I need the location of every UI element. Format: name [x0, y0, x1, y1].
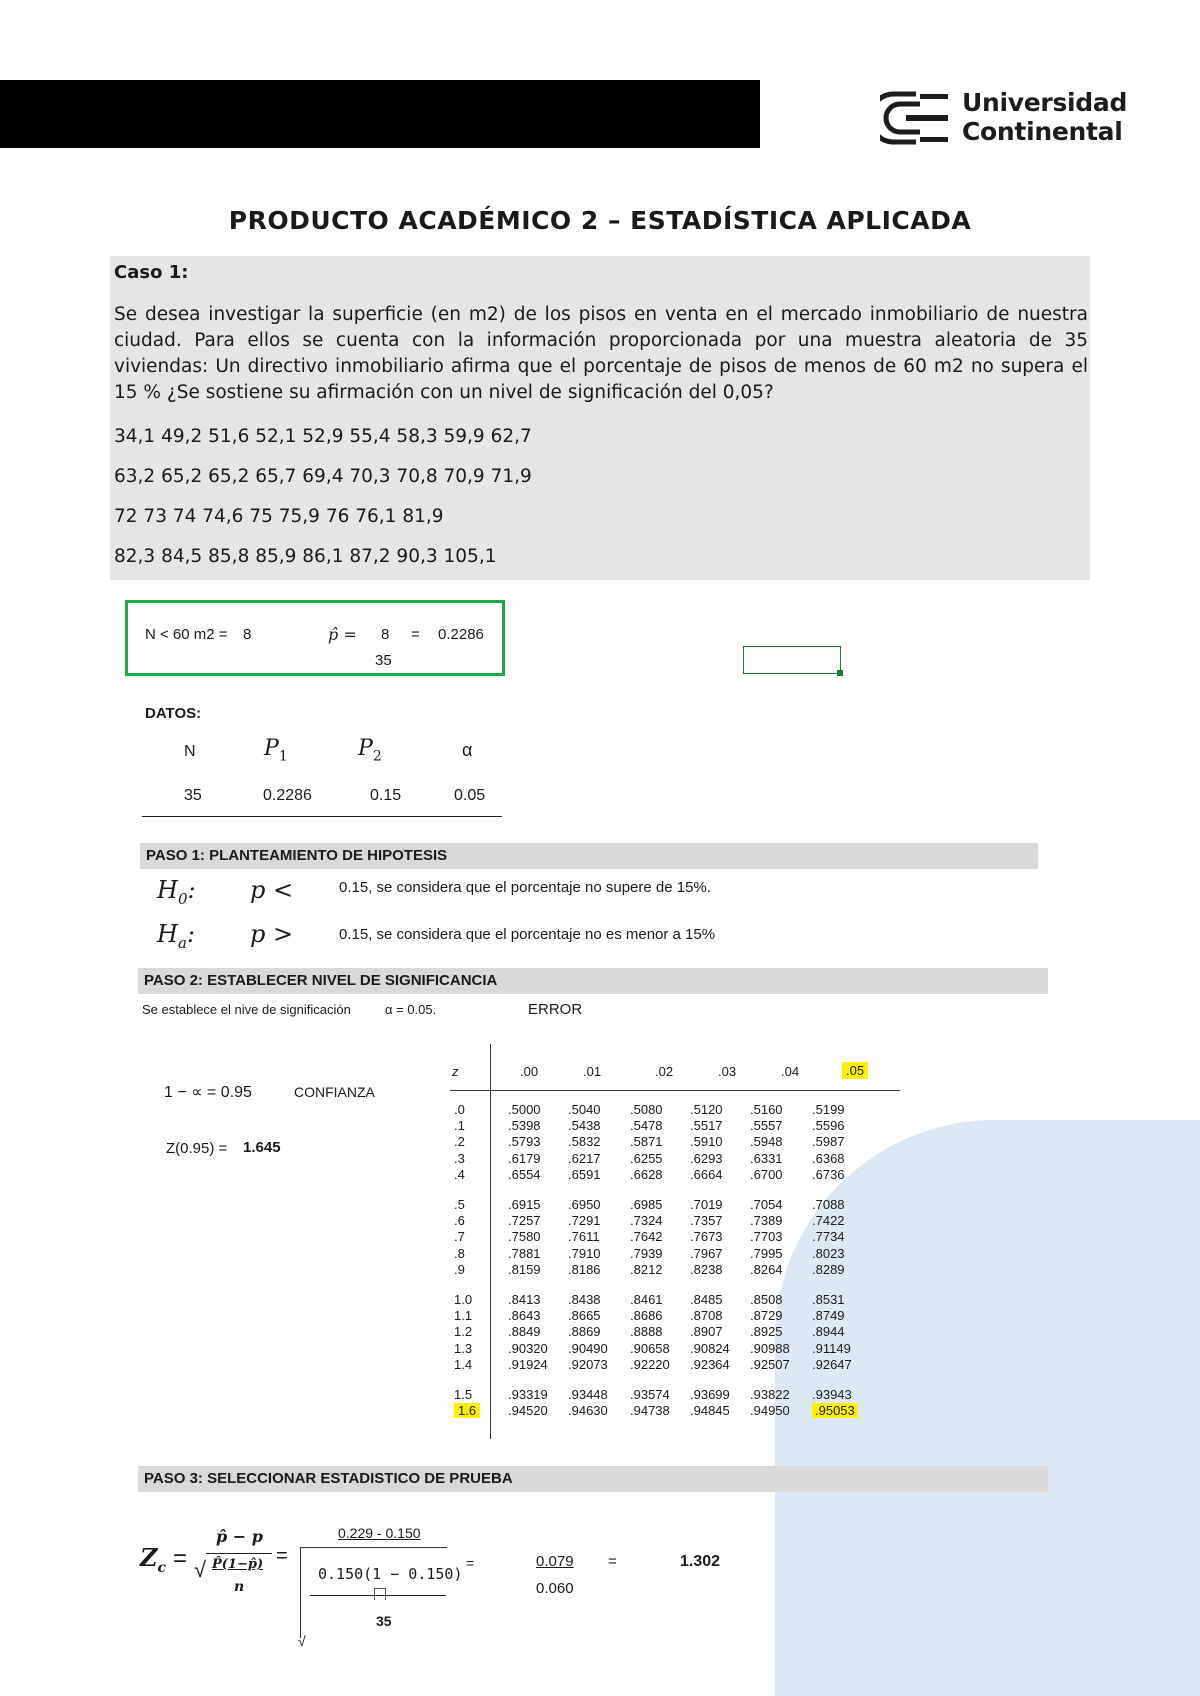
- datos-label: DATOS:: [145, 705, 202, 722]
- z-row-label: 1.2: [454, 1324, 473, 1340]
- test-statistic-formula: [138, 1515, 758, 1649]
- z-table-cell: .7088: [812, 1197, 845, 1212]
- z-table-cell: .7054: [750, 1197, 783, 1212]
- z-table-cell: .92073: [568, 1356, 608, 1372]
- denominator-values: 0.150(1 − 0.150): [318, 1565, 463, 1583]
- datos-value-p2: 0.15: [370, 787, 402, 804]
- z-row-label: 1.1: [454, 1308, 473, 1324]
- z-table-cell: .94845: [690, 1403, 730, 1419]
- z-table-cell: .5793: [508, 1134, 541, 1150]
- z-row-label: .5: [454, 1197, 465, 1212]
- z-table-cell: .92647: [812, 1356, 852, 1372]
- equals-4: =: [608, 1553, 617, 1570]
- data-line: 82,3 84,5 85,8 85,9 86,1 87,2 90,3 105,1: [114, 546, 497, 567]
- col-header: .02: [655, 1064, 674, 1079]
- z-table-cell: .93448: [568, 1387, 608, 1402]
- paso1-header: PASO 1: PLANTEAMIENTO DE HIPOTESIS: [140, 843, 1038, 869]
- selected-cell[interactable]: [743, 646, 841, 674]
- col-header: .03: [718, 1064, 737, 1079]
- z-table-cell: .8869: [568, 1324, 601, 1340]
- result-value: 1.302: [680, 1553, 721, 1570]
- sqrt-sign-icon: √: [298, 1633, 306, 1649]
- z-table-cell: .7939: [630, 1245, 663, 1261]
- z-table-cell: .90490: [568, 1340, 608, 1356]
- z-table-cell: .5832: [568, 1134, 601, 1150]
- datos-value-p1: 0.2286: [263, 787, 312, 804]
- ha-symbol: $H_a$:: [157, 920, 195, 952]
- z-table-cell: .7881: [508, 1245, 541, 1261]
- z-table-cell: .7291: [568, 1213, 601, 1229]
- z-table-cell: .5040: [568, 1102, 601, 1117]
- fraction-numerator: 0.079: [536, 1553, 574, 1570]
- confidence-equation: 1 − ∝ = 0.95: [164, 1084, 252, 1101]
- formula-numerator: p̂ − p: [216, 1527, 263, 1546]
- z-table-cell: .5557: [750, 1118, 783, 1134]
- z-row-label: .2: [454, 1134, 465, 1150]
- z-table-cell: .94950: [750, 1403, 790, 1419]
- z-table-cell: .91149: [812, 1340, 851, 1356]
- z-table-cell: .5517: [690, 1118, 723, 1134]
- z-table-cell: .93943: [812, 1387, 852, 1402]
- z-row-label: 1.3: [454, 1340, 473, 1356]
- z-row-label: .3: [454, 1150, 465, 1166]
- significance-line: Se establece el nive de significación: [142, 1002, 351, 1017]
- sqrt-sign-icon: √: [194, 1557, 207, 1582]
- z-table-cell: .8925: [750, 1324, 783, 1340]
- z-table-cell: .8849: [508, 1324, 541, 1340]
- z-table-cell: .8023: [812, 1245, 845, 1261]
- z-table: [450, 1040, 910, 1440]
- equals-1: =: [173, 1545, 188, 1572]
- formula-den-n: n: [234, 1579, 245, 1595]
- z-table-cell: .5910: [690, 1134, 723, 1150]
- count-value: 8: [243, 626, 252, 643]
- z-table-cell: .8708: [690, 1308, 723, 1324]
- z-table-cell: .6628: [630, 1166, 663, 1182]
- equals-3: =: [466, 1555, 475, 1571]
- z-table-cell: .93574: [630, 1387, 670, 1402]
- z-table-cell: .6554: [508, 1166, 541, 1182]
- ha-relation: p >: [250, 920, 294, 948]
- z-table-cell: .5120: [690, 1102, 723, 1117]
- z-table-cell: .8749: [812, 1308, 845, 1324]
- confidence-label: CONFIANZA: [294, 1084, 375, 1100]
- z-table-cell: .5199: [812, 1102, 845, 1117]
- z-table-cell: .6293: [690, 1150, 723, 1166]
- z-table-cell: .6179: [508, 1150, 541, 1166]
- ha-text: 0.15, se considera que el porcentaje no es menor a 15%: [339, 926, 716, 943]
- z-row-label: 1.5: [454, 1387, 473, 1402]
- z-table-cell: .6950: [568, 1197, 601, 1212]
- z-table-cell: .8643: [508, 1308, 541, 1324]
- phat-label: p̂ =: [328, 625, 357, 644]
- z-row-label: .1: [454, 1118, 465, 1134]
- z-table-cell: .7673: [690, 1229, 723, 1245]
- z-table-cell: .6915: [508, 1197, 541, 1212]
- formula-fraction-bar: [206, 1553, 272, 1554]
- z-table-cell: .5871: [630, 1134, 663, 1150]
- z-table-cell: .94630: [568, 1403, 608, 1419]
- z-table-cell: .8665: [568, 1308, 601, 1324]
- z-table-cell: .7642: [630, 1229, 663, 1245]
- z-table-cell: .6368: [812, 1150, 845, 1166]
- numerator-values: 0.229 - 0.150: [338, 1525, 421, 1541]
- z-table-cell: .7734: [812, 1229, 845, 1245]
- h0-text: 0.15, se considera que el porcentaje no supere de 15%.: [339, 879, 711, 896]
- z-table-cell: .6331: [750, 1150, 783, 1166]
- paso3-header: PASO 3: SELECCIONAR ESTADISTICO DE PRUEBA: [138, 1466, 1048, 1492]
- case-box: [110, 256, 1090, 580]
- z-table-cell: .8212: [630, 1261, 663, 1277]
- z-table-cell: .6664: [690, 1166, 723, 1182]
- z-table-cell: .7611: [568, 1229, 600, 1245]
- z-table-cell: .5000: [508, 1102, 541, 1117]
- denominator-n: 35: [376, 1613, 392, 1629]
- z-row-label: .4: [454, 1166, 465, 1182]
- datos-header-n: N: [184, 743, 196, 760]
- z-table-cell: .5478: [630, 1118, 663, 1134]
- z-table-cell: .90824: [690, 1340, 730, 1356]
- z-value: 1.645: [243, 1139, 281, 1156]
- z-table-cell: .8508: [750, 1292, 783, 1307]
- datos-header-alpha: α: [462, 740, 473, 760]
- data-line: 72 73 74 74,6 75 75,9 76 76,1 81,9: [114, 506, 444, 527]
- logo-line-2: Continental: [962, 117, 1123, 146]
- z-table-cell: .8238: [690, 1261, 723, 1277]
- datos-table: [140, 730, 502, 820]
- col-header: .04: [781, 1064, 800, 1079]
- university-logo: [880, 88, 1128, 148]
- z-table-cell: .7257: [508, 1213, 541, 1229]
- z-table-cell: .7422: [812, 1213, 845, 1229]
- case-paragraph: Se desea investigar la superficie (en m2) de los pisos en venta en el mercado inmobiliario de nuestra ciudad. Para ellos se cuenta con la información proporcionada por una muestra aleatoria de 35 viviendas: Un directivo inmobiliario afirma que el porcentaje de pisos de menos de 60 m2 no supera el 15 % ¿Se sostiene su afirmación con un nivel de significación del 0,05?: [114, 304, 1088, 403]
- z-table-cell: .6217: [568, 1150, 601, 1166]
- col-header: .01: [583, 1064, 602, 1079]
- page-title: PRODUCTO ACADÉMICO 2 – ESTADÍSTICA APLICADA: [228, 206, 972, 235]
- z-table-cell: .8159: [508, 1261, 541, 1277]
- z-row-label: .8: [454, 1245, 465, 1261]
- phat-equals: =: [411, 626, 420, 643]
- datos-value-alpha: 0.05: [454, 787, 486, 804]
- z-table-cell: .8888: [630, 1324, 663, 1340]
- z-table-cell: .90988: [750, 1340, 790, 1356]
- z-table-cell: .8531: [812, 1292, 845, 1307]
- proportion-box: [125, 600, 505, 676]
- z-row-label: .7: [454, 1229, 465, 1245]
- col-header: .00: [520, 1064, 539, 1079]
- z-table-cell: .93319: [508, 1387, 548, 1402]
- z-table-cell: .8186: [568, 1261, 601, 1277]
- z-row-label: .9: [454, 1261, 465, 1277]
- placeholder-icon: [374, 1588, 386, 1600]
- z-table-cell: .8729: [750, 1308, 783, 1324]
- z-table-cell: .7703: [750, 1229, 783, 1245]
- z-table-cell: .8907: [690, 1324, 723, 1340]
- z-header: z: [452, 1064, 459, 1079]
- z-table-cell: .90320: [508, 1340, 548, 1356]
- logo-mark-icon: [880, 90, 952, 146]
- z-label: Z(0.95) =: [166, 1140, 228, 1157]
- z-table-cell: .5948: [750, 1134, 783, 1150]
- z-table-cell: .6255: [630, 1150, 663, 1166]
- phat-denominator: 35: [375, 652, 392, 669]
- z-table-cell: .7995: [750, 1245, 783, 1261]
- z-table-cell: .7357: [690, 1213, 723, 1229]
- z-table-cell: .5160: [750, 1102, 783, 1117]
- z-row-label: 1.4: [454, 1356, 473, 1372]
- z-table-cell: .7580: [508, 1229, 541, 1245]
- data-line: 63,2 65,2 65,2 65,7 69,4 70,3 70,8 70,9 71,9: [114, 466, 532, 487]
- datos-header-p2: $P_2$: [358, 736, 382, 765]
- z-table-cell: .5080: [630, 1102, 663, 1117]
- data-line: 34,1 49,2 51,6 52,1 52,9 55,4 58,3 59,9 62,7: [114, 426, 532, 447]
- equals-2: =: [276, 1545, 288, 1567]
- z-row-label: .0: [454, 1102, 465, 1117]
- count-label: N < 60 m2 =: [145, 626, 228, 643]
- z-table-cell: .8264: [750, 1261, 783, 1277]
- z-table-cell: .93699: [690, 1387, 730, 1402]
- z-table-cell: .7967: [690, 1245, 723, 1261]
- error-label: ERROR: [528, 1001, 583, 1018]
- z-table-cell: .7019: [690, 1197, 723, 1212]
- zc-symbol: $Z_c$: [140, 1543, 167, 1576]
- logo-line-1: Universidad: [962, 88, 1128, 117]
- z-table-cell: .7324: [630, 1213, 663, 1229]
- datos-header-p1: $P_1$: [264, 736, 288, 765]
- z-table-cell: .92364: [690, 1356, 730, 1372]
- z-table-cell: .93822: [750, 1387, 790, 1402]
- hypotheses: [155, 872, 855, 962]
- z-table-cell: .8461: [630, 1292, 663, 1307]
- z-table-cell: .5987: [812, 1134, 845, 1150]
- col-header-highlighted: .05: [842, 1062, 868, 1079]
- z-table-cell: .7389: [750, 1213, 783, 1229]
- header-bar: [0, 80, 760, 148]
- z-table-cell: .6700: [750, 1166, 783, 1182]
- z-table-cell: .6736: [812, 1166, 845, 1182]
- z-table-cell: .90658: [630, 1340, 670, 1356]
- formula-den-inner: P̂(1−p̂): [212, 1557, 264, 1572]
- z-table-cell: .5596: [812, 1118, 845, 1134]
- z-row-label: 1.0: [454, 1292, 473, 1307]
- z-table-cell: .6985: [630, 1197, 663, 1212]
- z-table-cell: .91924: [508, 1356, 548, 1372]
- paso2-header: PASO 2: ESTABLECER NIVEL DE SIGNIFICANCIA: [138, 968, 1048, 994]
- datos-divider: [142, 816, 502, 817]
- h0-symbol: $H_0$:: [157, 876, 196, 908]
- z-table-cell: .8944: [812, 1324, 845, 1340]
- z-table-cell: .8485: [690, 1292, 723, 1307]
- fill-handle[interactable]: [837, 670, 843, 676]
- case-title: Caso 1:: [114, 262, 189, 283]
- z-table-cell: .6591: [568, 1166, 601, 1182]
- z-table-cell: .94738: [630, 1403, 670, 1419]
- alpha-value: α = 0.05.: [385, 1002, 437, 1017]
- datos-value-n: 35: [184, 787, 202, 804]
- z-table-cell: .92507: [750, 1356, 790, 1372]
- z-table-cell: .7910: [568, 1245, 601, 1261]
- z-table-cell: .92220: [630, 1356, 670, 1372]
- phat-result: 0.2286: [438, 626, 484, 643]
- z-table-vertical-rule: [490, 1044, 491, 1439]
- z-table-cell: .5438: [568, 1118, 601, 1134]
- z-row-label: 1.6: [454, 1403, 480, 1418]
- fraction-denominator: 0.060: [536, 1580, 574, 1597]
- z-row-label: .6: [454, 1213, 465, 1229]
- z-table-cell: .8289: [812, 1261, 845, 1277]
- z-table-cell: .8438: [568, 1292, 601, 1307]
- z-table-cell: .95053: [812, 1403, 858, 1418]
- z-table-cell: .5398: [508, 1118, 541, 1134]
- h0-relation: p <: [250, 876, 294, 904]
- z-table-cell: .8413: [508, 1292, 541, 1307]
- phat-numerator: 8: [381, 626, 390, 643]
- z-table-horizontal-rule: [450, 1090, 900, 1091]
- z-table-cell: .94520: [508, 1403, 548, 1419]
- z-table-cell: .8686: [630, 1308, 663, 1324]
